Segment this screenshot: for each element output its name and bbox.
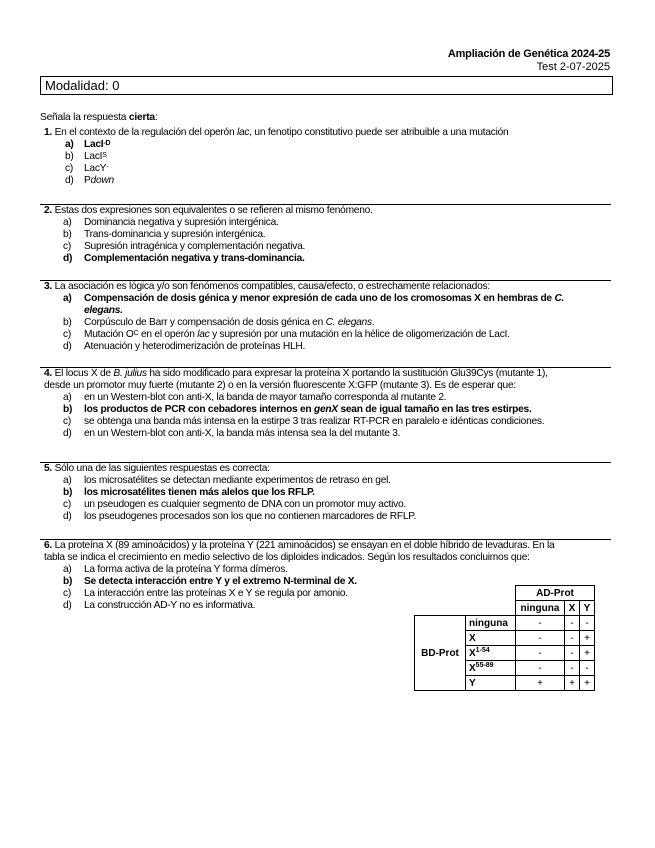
- table-cell: -: [516, 631, 565, 646]
- option-a-cont: elegans.: [84, 305, 123, 316]
- table-cell: +: [580, 676, 595, 691]
- table-cell: -: [580, 616, 595, 631]
- question-5: [40, 462, 611, 523]
- table-cell: -: [565, 631, 580, 646]
- option-b: b) los productos de PCR con cebadores internos en genX sean de igual tamaño en las tres estirpes.: [63, 404, 532, 415]
- col-header: Y: [580, 601, 595, 616]
- table-cell: -: [516, 646, 565, 661]
- question-stem-cont: desde un promotor muy fuerte (mutante 2) o en la versión fluorescente X:GFP (mutante 3). Es de esperar que:: [44, 380, 516, 391]
- option-d: d) La construcción AD-Y no es informativa.: [63, 600, 256, 611]
- question-stem: 2. Estas dos expresiones son equivalentes o se refieren al mismo fenómeno.: [44, 205, 373, 216]
- option-a: a) La forma activa de la proteína Y forma dímeros.: [63, 564, 288, 575]
- option-a: a) en un Western-blot con anti-X, la banda de mayor tamaño corresponda al mutante 2.: [63, 392, 447, 403]
- option-a: a) LacI$^{-D}$: [65, 139, 111, 150]
- option-d: d) en un Western-blot con anti-X, la banda más intensa sea la del mutante 3.: [63, 428, 401, 439]
- two-hybrid-table: [414, 585, 595, 691]
- option-d: d) los pseudogenes procesados son los que no contienen marcadores de RFLP.: [63, 511, 417, 522]
- question-2: [40, 204, 611, 265]
- table-corner: [466, 586, 516, 601]
- question-stem: 4. El locus X de B. julius ha sido modificado para expresar la proteína X portando la sustitución Glu39Cys (mutante 1),: [44, 368, 548, 379]
- option-c: c) se obtenga una banda más intensa en la estirpe 3 tras realizar RT-PCR en paralelo e idénticas condiciones.: [63, 416, 545, 427]
- option-b: b) Trans-dominancia y supresión intergénica.: [63, 229, 266, 240]
- table-corner: [415, 601, 466, 616]
- table-cell: -: [516, 616, 565, 631]
- option-d: d) Complementación negativa y trans-dominancia.: [63, 253, 305, 264]
- option-b: b) los microsatélites tienen más alelos que los RFLP.: [63, 487, 315, 498]
- option-c: c) La interacción entre las proteínas X e Y se regula por amonio.: [63, 588, 348, 599]
- table-cell: -: [565, 661, 580, 676]
- course-title: Ampliación de Genética 2024-25: [447, 48, 610, 60]
- question-stem: 6. La proteína X (89 aminoácidos) y la proteína Y (221 aminoácidos) se ensayan en el doble híbrido de levaduras. En la: [44, 540, 555, 551]
- option-c: c) un pseudogen es cualquier segmento de DNA con un promotor muy activo.: [63, 499, 406, 510]
- question-1: [40, 127, 611, 187]
- ad-prot-header: AD-Prot: [516, 586, 595, 601]
- test-date: Test 2-07-2025: [536, 61, 610, 73]
- table-corner: [466, 601, 516, 616]
- option-c: c) Mutación $O^C$ en el operón lac y supresión por una mutación en la hélice de oligomerización de LacI.: [63, 329, 510, 340]
- table-cell: -: [565, 616, 580, 631]
- option-c: c) Supresión intragénica y complementación negativa.: [63, 241, 306, 252]
- option-b: b) LacI$^S$: [65, 151, 107, 162]
- question-stem-cont: tabla se indica el crecimiento en medio selectivo de los diploides indicados. Según los resultados concluimos que:: [44, 552, 530, 563]
- instruction: Señala la respuesta cierta:: [40, 112, 158, 123]
- row-label: ninguna: [466, 616, 516, 631]
- col-header: ninguna: [516, 601, 565, 616]
- question-stem: 3. La asociación es lógica y/o son fenómenos compatibles, causa/efecto, o estrechamente relacionados:: [44, 281, 490, 292]
- modalidad-box: Modalidad: 0: [40, 76, 613, 95]
- row-label: $X^{55-89}$: [466, 661, 516, 676]
- option-a: a) los microsatélites se detectan mediante experimentos de retraso en gel.: [63, 475, 391, 486]
- bd-prot-header: BD-Prot: [415, 616, 466, 691]
- option-a: a) Compensación de dosis génica y menor expresión de cada uno de los cromosomas X en hembras de C.: [63, 293, 565, 304]
- option-d: d) Atenuación y heterodimerización de proteínas HLH.: [63, 341, 306, 352]
- row-label: Y: [466, 676, 516, 691]
- table-cell: -: [516, 661, 565, 676]
- table-cell: -: [565, 646, 580, 661]
- option-b: b) Corpúsculo de Barr y compensación de dosis génica en C. elegans.: [63, 317, 375, 328]
- option-d: d) Pdown: [65, 175, 114, 186]
- question-4: [40, 367, 611, 440]
- table-cell: +: [580, 631, 595, 646]
- table-cell: +: [516, 676, 565, 691]
- option-c: c) LacY-: [65, 163, 109, 174]
- option-a: a) Dominancia negativa y supresión intergénica.: [63, 217, 279, 228]
- question-3: [40, 280, 611, 353]
- col-header: X: [565, 601, 580, 616]
- option-b: b) Se detecta interacción entre Y y el extremo N-terminal de X.: [63, 576, 357, 587]
- question-stem: 5. Sólo una de las siguientes respuestas es correcta:: [44, 463, 270, 474]
- row-label: $X^{1-54}$: [466, 646, 516, 661]
- table-cell: +: [565, 676, 580, 691]
- document-header: [448, 48, 610, 74]
- table-cell: -: [580, 661, 595, 676]
- table-cell: +: [580, 646, 595, 661]
- table-corner: [415, 586, 466, 601]
- question-stem: 1. En el contexto de la regulación del operón lac, un fenotipo constitutivo puede ser atribuible a una mutación: [44, 127, 509, 138]
- row-label: X: [466, 631, 516, 646]
